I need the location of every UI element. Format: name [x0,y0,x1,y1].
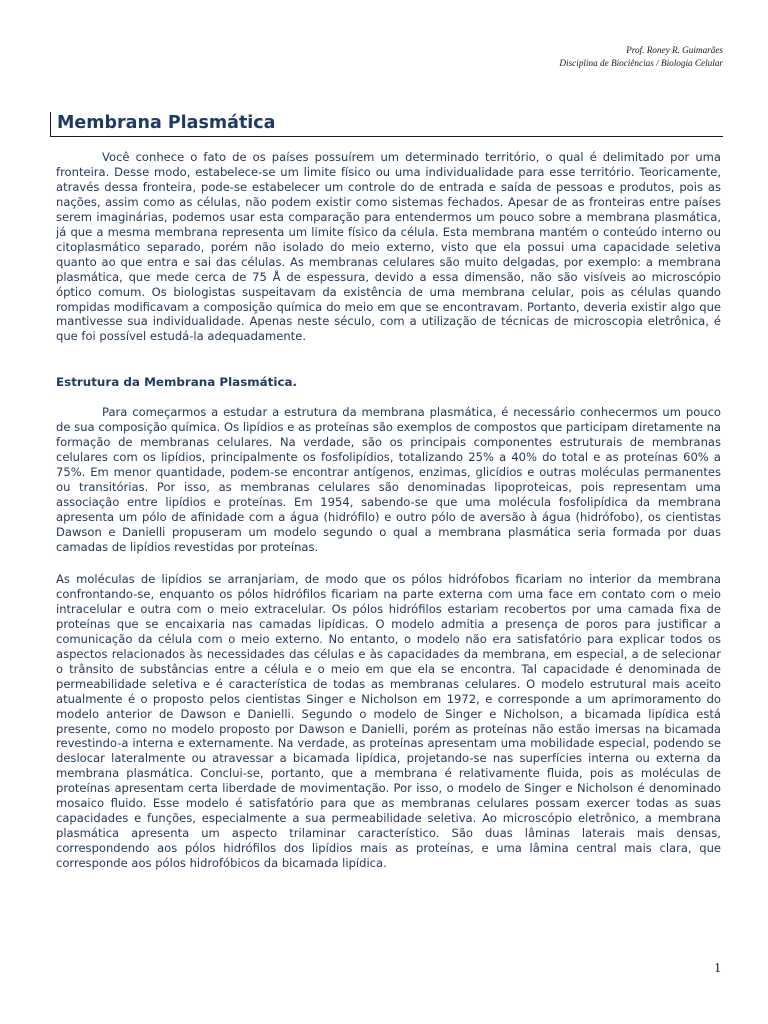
page-header [559,44,723,70]
intro-paragraph: Você conhece o fato de os países possuírem um determinado território, o qual é delimitado por uma fronteira. Desse modo, estabelece-se um limite físico ou uma individualidade para esse território. Teoricamente, através dessa fronteira, pode-se estabelecer um controle do de entrada e saída de pessoas e produtos, pois as nações, assim como as células, não podem existir como sistemas fechados. Apesar de as fronteiras entre países serem imaginárias, podemos usar esta comparação para entendermos um pouco sobre a membrana plasmática, já que a mesma membrana representa um limite físico da célula. Esta membrana mantém o conteúdo interno ou citoplasmático separado, porém não isolado do meio externo, visto que ela possui uma capacidade seletiva quanto ao que entra e sai das células. As membranas celulares são muito delgadas, por exemplo: a membrana plasmática, que mede cerca de 75 Å de espessura, devido a essa dimensão, não são visíveis ao microscópio óptico comum. Os biologistas suspeitavam da existência de uma membrana celular, pois as células quando rompidas modificavam a composição química do meio em que se encontravam. Portanto, deveria existir algo que mantivesse sua individualidade. Apenas neste século, com a utilização de técnicas de microscopia eletrônica, é que foi possível estudá-la adequadamente. [56,150,721,344]
page-title: Membrana Plasmática [57,113,276,133]
header-course: Disciplina de Biociências / Biologia Celular [559,58,723,68]
structure-paragraph-2: As moléculas de lipídios se arranjariam, de modo que os pólos hidrófobos ficariam no interior da membrana confrontando-se, enquanto os pólos hidrófilos ficariam na parte externa com uma face em contato com o meio intracelular e outra com o meio extracelular. Os pólos hidrófilos estariam recobertos por uma camada fixa de proteínas que se encaixaria nas camadas lipídicas. O modelo admitia a presença de poros para justificar a comunicação da célula com o meio externo. No entanto, o modelo não era satisfatório para explicar todos os aspectos relacionados às necessidades das células e às capacidades da membrana, em especial, a de selecionar o trânsito de substâncias entre a célula e o meio em que ela se encontra. Tal capacidade é denominada de permeabilidade seletiva e é característica de todas as membranas celulares. O modelo estrutural mais aceito atualmente é o proposto pelos cientistas Singer e Nicholson em 1972, e corresponde a um aprimoramento do modelo anterior de Dawson e Danielli. Segundo o modelo de Singer e Nicholson, a bicamada lipídica está presente, como no modelo proposto por Dawson e Danielli, porém as proteínas não estão imersas na bicamada revestindo-a interna e externamente. Na verdade, as proteínas apresentam uma mobilidade especial, podendo se deslocar lateralmente ou atravessar a bicamada lipídica, projetando-se nas superfícies interna ou externa da membrana plasmática. Conclui-se, portanto, que a membrana é relativamente fluida, pois as moléculas de proteínas apresentam certa liberdade de movimentação. Por isso, o modelo de Singer e Nicholson é denominado mosaico fluido. Esse modelo é satisfatório para que as membranas celulares possam exercer todas as suas capacidades e funções, especialmente a sua permeabilidade seletiva. Ao microscópio eletrônico, a membrana plasmática apresenta um aspecto trilaminar característico. São duas lâminas laterais mais densas, correspondendo aos pólos hidrófilos dos lipídios mais as proteínas, e uma lâmina central mais clara, que corresponde aos pólos hidrofóbicos da bicamada lipídica. [56,572,721,871]
section-heading: Estrutura da Membrana Plasmática. [56,375,298,389]
header-author: Prof. Roney R. Guimarães [626,45,723,55]
title-block [50,112,723,137]
page-number: 1 [714,961,721,976]
structure-paragraph-1: Para começarmos a estudar a estrutura da membrana plasmática, é necessário conhecermos um pouco de sua composição química. Os lipídios e as proteínas são exemplos de compostos que participam diretamente na formação de membranas celulares. Na verdade, são os principais componentes estruturais de membranas celulares com os lipídios, principalmente os fosfolipídios, totalizando 25% a 40% do total e as proteínas 60% a 75%. Em menor quantidade, podem-se encontrar antígenos, enzimas, glicídios e outras moléculas permanentes ou transitórias. Por isso, as membranas celulares são denominadas lipoproteicas, pois representam uma associação entre lipídios e proteínas. Em 1954, sabendo-se que uma molécula fosfolipídica da membrana apresenta um pólo de afinidade com a água (hidrófilo) e outro pólo de aversão à água (hidrófobo), os cientistas Dawson e Danielli propuseram um modelo segundo o qual a membrana plasmática seria formada por duas camadas de lipídios revestidas por proteínas. [56,405,721,554]
